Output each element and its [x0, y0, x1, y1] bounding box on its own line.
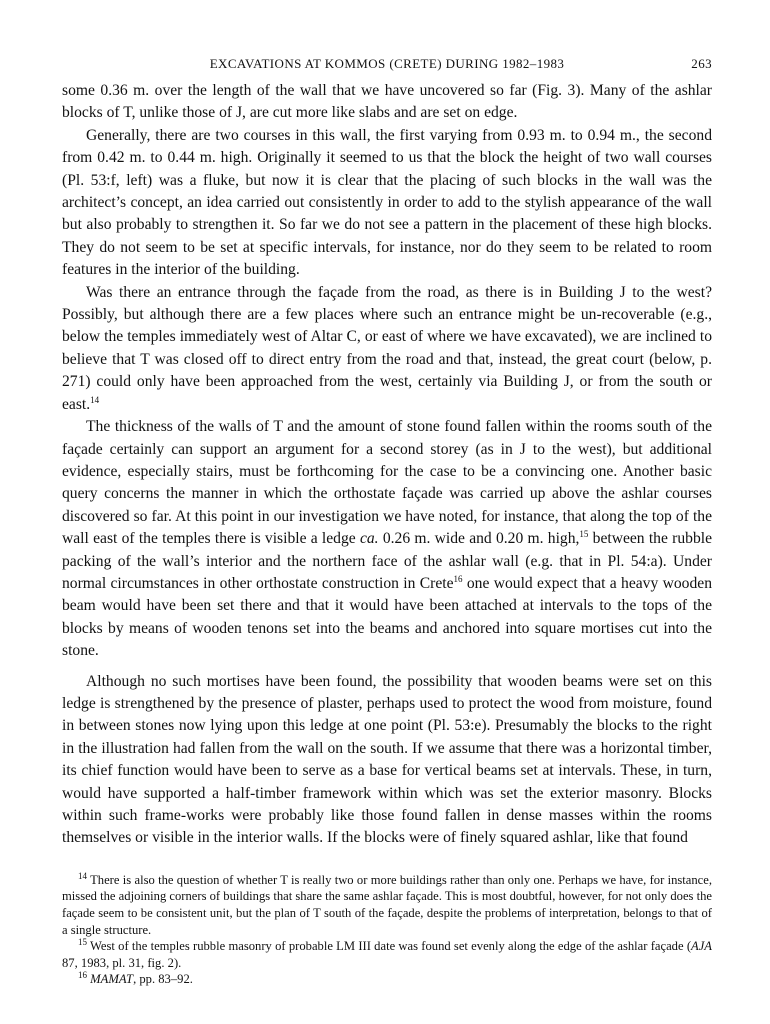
journal-page: [62, 52, 712, 1012]
text-run: , pp. 83–92.: [133, 972, 193, 987]
text-run: The thickness of the walls of T and the amount of stone found fallen within the rooms south of the façade certainly can support an argument for a second storey (as in J to the west), but additional evidence, especially stairs, must be forthcoming for the case to be a convincing one. Another basic query concerns the manner in which the orthostate façade was carried up above the ashlar courses discovered so far. At this point in our investigation we have noted, for instance, that along the top of the wall east of the temples there is visible a ledge: [62, 418, 712, 548]
text-run: West of the temples rubble masonry of probable LM III date was found set evenly along the edge of the ashlar façade (: [87, 939, 692, 954]
paragraph: [62, 80, 712, 125]
italic-text: AJA: [691, 939, 712, 954]
footnote-ref: 14: [90, 394, 100, 405]
footnote-14: [62, 872, 712, 938]
text-run: 0.26 m. wide and 0.20 m. high,: [378, 530, 580, 548]
text-run: between the rubble packing of the wall’s interior and the northern face of the ashlar wall (e.g. that in Pl. 54:a). Under normal circumstances in other orthostate construction in Crete: [62, 530, 712, 592]
text-run: some 0.36 m. over the length of the wall that we have uncovered so far (Fig. 3). Many of the ashlar blocks of T, unlike those of J, are cut more like slabs and are set on edge.: [62, 82, 712, 122]
page-number: 263: [691, 56, 712, 71]
text-run: There is also the question of whether T is really two or more buildings rather than only one. Perhaps we have, for instance, missed the adjoining corners of buildings that share the same ashlar façade. This is most doubtful, however, for not only does the façade seem to be consistent unit, but the plan of T south of the façade, despite the problems of interpretation, belongs to that of a single structure.: [62, 872, 712, 937]
footnote-16: [62, 971, 712, 988]
footnote-ref: 16: [453, 573, 463, 584]
footnote-15: [62, 938, 712, 971]
italic-text: MAMAT: [90, 972, 134, 987]
text-run: Generally, there are two courses in this wall, the first varying from 0.93 m. to 0.94 m., the second from 0.42 m. to 0.44 m. high. Originally it seemed to us that the block the height of two wall courses (Pl. 53:f, left) was a fluke, but now it is clear that the placing of such blocks in the wall was the architect’s concept, an idea carried out consistently in order to add to the stylish appearance of the wall but also probably to strengthen it. So far we do not see a pattern in the placement of these high blocks. They do not seem to be set at specific intervals, for instance, nor do they seem to be related to room features in the interior of the building.: [62, 126, 712, 279]
paragraph: [62, 416, 712, 662]
footnote-ref: 15: [78, 937, 87, 947]
body-text: [62, 80, 712, 850]
footnote-ref: 16: [78, 970, 87, 981]
italic-text: ca.: [359, 530, 379, 548]
running-head: [62, 52, 712, 80]
paragraph: [62, 125, 712, 282]
text-run: 87, 1983, pl. 31, fig. 2).: [62, 955, 182, 970]
footnote-ref: 14: [78, 870, 87, 881]
footnotes: [62, 872, 712, 988]
text-run: one would expect that a heavy wooden beam would have been set there and that it would have been attached at intervals to the tops of the blocks by means of wooden tenons set into the beams and anchored into square mortises cut into the stone.: [62, 574, 712, 660]
footnote-ref: 15: [579, 528, 589, 539]
paragraph: [62, 671, 712, 850]
text-run: Was there an entrance through the façade from the road, as there is in Building J to the west? Possibly, but although there are a few places where such an entrance might be un-recoverable (e.g., below the temples immediately west of Altar C, or east of where we have excavated), we are inclined to believe that T was closed off to direct entry from the road and that, instead, the great court (below, p. 271) could only have been approached from the west, certainly via Building J, or from the south or east.: [62, 283, 712, 413]
running-head-title: EXCAVATIONS AT KOMMOS (CRETE) DURING 1982–1983: [209, 56, 565, 71]
text-run: Although no such mortises have been found, the possibility that wooden beams were set on this ledge is strengthened by the presence of plaster, perhaps used to protect the wood from moisture, found in between stones now lying upon this ledge at one point (Pl. 53:e). Presumably the blocks to the right in the illustration had fallen from the wall on the south. If we assume that there was a horizontal timber, its chief function would have been to serve as a base for vertical beams set at intervals. These, in turn, would have supported a half-timber framework within which was set the exterior masonry. Blocks within such frame-works were probably like those found fallen in dense masses within the rooms themselves or visible in the interior walls. If the blocks were of finely squared ashlar, like that found: [62, 672, 712, 847]
paragraph: [62, 282, 712, 416]
